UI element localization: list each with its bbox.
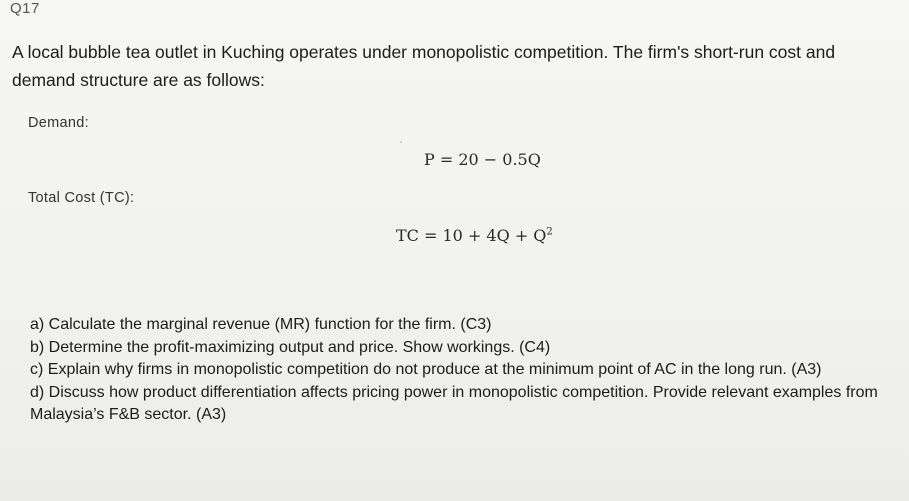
total-cost-label: Total Cost (TC):: [28, 190, 135, 206]
intro-paragraph: A local bubble tea outlet in Kuching operates under monopolistic competition. The firm's short-run cost and demand structure are as follows:: [12, 42, 836, 90]
question-b: b) Determine the profit-maximizing output and price. Show workings. (C4): [30, 338, 551, 356]
stray-mark: ʻ: [400, 140, 403, 151]
question-list: [30, 314, 890, 427]
question-c: c) Explain why firms in monopolistic competition do not produce at the minimum point of AC in the long run. (A3): [30, 361, 822, 378]
question-a: a) Calculate the marginal revenue (MR) function for the firm. (C3): [30, 316, 492, 333]
demand-label: Demand:: [28, 115, 89, 131]
total-cost-equation-exponent: 2: [546, 226, 553, 238]
demand-equation: P = 20 − 0.5Q: [424, 150, 541, 169]
total-cost-equation-main: TC = 10 + 4Q + Q: [396, 226, 547, 245]
question-number: Q17: [10, 0, 40, 17]
total-cost-equation: [396, 226, 553, 245]
question-d: d) Discuss how product differentiation affects pricing power in monopolistic competition. Provide relevant examples from Malaysia’s F&B sector. (A3): [30, 383, 878, 423]
